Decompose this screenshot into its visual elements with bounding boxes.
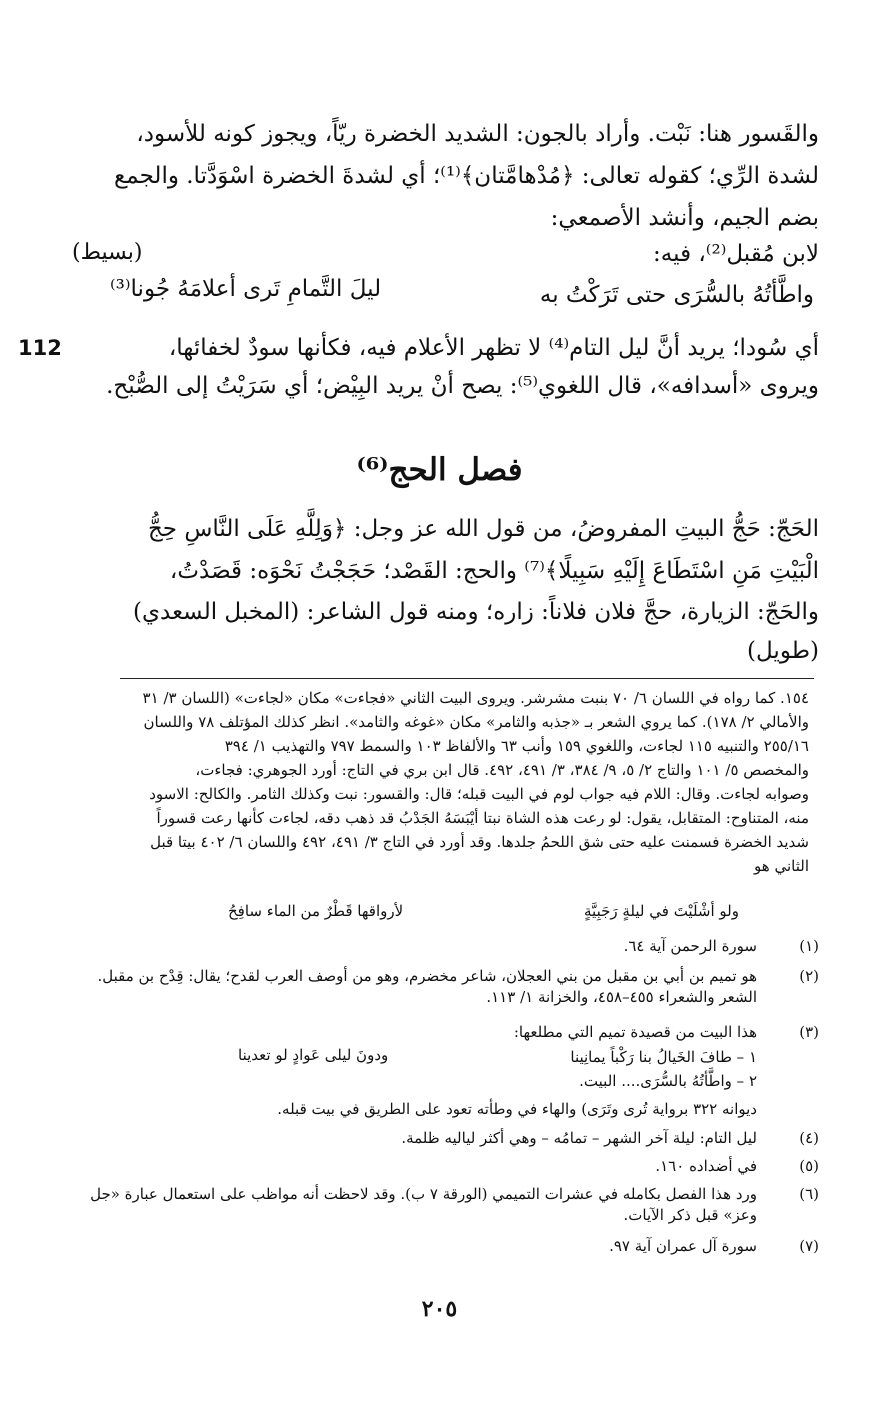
body-line-7: الحَجّ: حَجُّ البيتِ المفروضُ، من قول الله عز وجل: ﴿وَلِلَّهِ عَلَى النَّاسِ حِجُّ [147, 516, 819, 542]
footnote-quote-second: لأرواقها قَطْرٌ من الماء سافِحُ [228, 902, 404, 920]
footnote-text: في أضداده ١٦٠. [655, 1157, 757, 1175]
page-number: ٢٠٥ [421, 1296, 458, 1322]
footnote-text: سورة آل عمران آية ٩٧. [609, 1237, 757, 1255]
verse-second-hemistich: ليلَ التَّمامِ تَرى أعلامَهُ جُونا⁽³⁾ [110, 276, 382, 302]
footnote-6 [59, 1184, 819, 1226]
footnote-intro-line-3: ٢٥٥/١٦ والتنبيه ١١٥ لجاءت، واللغوي ١٥٩ وأنب ٦٣ والألفاظ ١٠٣ والسمط ٧٩٧ والتهذيب ١/ ٣٩٤ [224, 737, 809, 755]
footnote-7 [59, 1236, 819, 1257]
meter-label: (بسيط) [72, 240, 143, 265]
verse-first-hemistich: واطَّأتُهُ بالسُّرَى حتى تَرَكْتُ به [539, 282, 814, 308]
body-line-3: بضم الجيم، وأنشد الأصمعي: [550, 205, 819, 231]
body-line-4: لابن مُقبل⁽²⁾، فيه: [653, 241, 819, 267]
footnote-1 [59, 936, 819, 957]
section-heading: فصل الحج⁽⁶⁾ [356, 452, 523, 488]
body-line-1: والقَسور هنا: نَبْت. وأراد بالجون: الشديد الخضرة ريّاً، ويجوز كونه للأسود، [136, 121, 819, 147]
body-line-10: (طويل) [747, 638, 819, 664]
footnote-text: هذا البيت من قصيدة تميم التي مطلعها: [513, 1023, 757, 1041]
footnote-number: (٢) [799, 967, 819, 985]
footnote-intro-line-4: والمخصص ٥/ ١٠١ والتاج ٢/ ٥، ٩/ ٣٨٤، ٣/ ٤٩١، ٤٩٢. قال ابن بري في التاج: أورد الجوهري: فجاءت، [195, 761, 809, 779]
footnote-intro-line-6: منه، المتناوح: المتقابل، يقول: لو رعت هذه الشاة نبتا أيْبَسَهُ الجَدْبُ قد ذهب دقه، لجاءت كأنها رعت قسوراً [156, 809, 809, 827]
footnote-text: وعز» قبل ذكر الآيات. [623, 1206, 757, 1224]
footnote-3-note: ديوانه ٣٢٢ برواية تُرى وتَرَى) والهاء في وطأته تعود على الطريق في بيت قبله. [277, 1100, 757, 1118]
footnote-quote-first: ولو أشْلَيْتَ في ليلةٍ رَجَبِيَّةٍ [584, 902, 739, 920]
margin-number: 112 [18, 336, 62, 360]
footnote-intro-line-1: ١٥٤. كما رواه في اللسان ٦/ ٧٠ بنبت مشرشر. ويروى البيت الثاني «فجاءت» مكان «لجاءت» (اللسان ٣/ ٣١ [142, 689, 809, 707]
footnote-number: (٦) [799, 1185, 819, 1203]
body-line-6: ويروى «أسدافه»، قال اللغوي⁽⁵⁾: يصح أنْ يريد البِيْض؛ أي سَرَيْتُ إلى الصُّبْح. [106, 373, 819, 399]
footnote-number: (١) [799, 937, 819, 955]
footnote-number: (٥) [799, 1157, 819, 1175]
footnote-text: ورد هذا الفصل بكامله في عشرات التميمي (الورقة ٧ ب). وقد لاحظت أنه مواظب على استعمال عبارة «جل [90, 1185, 757, 1203]
footnote-text: سورة الرحمن آية ٦٤. [623, 937, 757, 955]
footnote-5 [59, 1156, 819, 1177]
footnote-4 [59, 1128, 819, 1149]
footnote-3 [59, 1022, 819, 1043]
footnote-3-verse-1-second: ودونَ ليلى عَوادٍ لو تعدينا [238, 1046, 389, 1064]
footnote-3-verse-1-first: ١ – طافَ الخَيالُ بنا رَكْباً يمانِينا [570, 1048, 757, 1066]
footnote-number: (٧) [799, 1237, 819, 1255]
footnote-3-verse-2: ٢ – واطَّأتُهُ بالسُّرَى.... البيت. [579, 1072, 757, 1090]
body-line-5: أي سُودا؛ يريد أنَّ ليل التام⁽⁴⁾ لا تظهر الأعلام فيه، فكأنها سودٌ لخفائها، [168, 335, 819, 361]
footnote-text: هو تميم بن أبي بن مقبل من بني العجلان، شاعر مخضرم، وهو من أوصف العرب لقدح؛ يقال: قِدْح بن مقبل. [97, 967, 757, 985]
body-line-8: الْبَيْتِ مَنِ اسْتَطَاعَ إِلَيْهِ سَبِيلًا﴾⁽⁷⁾ والحج: القَصْد؛ حَجَجْتُ نَحْوَه: قَصَدْتُ، [169, 558, 819, 584]
body-line-9: والحَجّ: الزيارة، حجَّ فلان فلاناً: زاره؛ ومنه قول الشاعر: (المخبل السعدي) [133, 599, 819, 625]
footnote-rule [120, 678, 814, 679]
footnote-intro-line-5: وصوابه لجاءت. وقال: اللام فيه جواب لوم في البيت قبله؛ قال: والقسور: نبت وكذلك الثامر. والكالح: الاسود [149, 785, 809, 803]
footnote-intro-line-2: والأمالي ٢/ ١٧٨). كما يروي الشعر بـ «جذبه والثامر» مكان «غوغه والثامد». انظر كذلك المؤتلف ٧٨ واللسان [143, 713, 809, 731]
footnote-2 [59, 966, 819, 1008]
footnote-number: (٣) [799, 1023, 819, 1041]
footnote-text: ليل التام: ليلة آخر الشهر – تمامُه – وهي أكثر لياليه ظلمة. [401, 1129, 757, 1147]
footnote-number: (٤) [799, 1129, 819, 1147]
body-line-2: لشدة الرِّي؛ كقوله تعالى: ﴿مُدْهامَّتان﴾⁽¹⁾؛ أي لشدةَ الخضرة اسْوَدَّتا. والجمع [114, 163, 819, 189]
footnote-text: الشعر والشعراء ٤٥٥–٤٥٨، والخزانة ١/ ١١٣. [486, 988, 757, 1006]
footnote-intro-line-7: شديد الخضرة فسمنت عليه حتى شق اللحمُ جلدها. وقد أورد في التاج ٣/ ٤٩١، ٤٩٢ واللسان ٦/ ٤٠٢ بيتا قبل [150, 833, 809, 851]
footnote-intro-line-8: الثاني هو [754, 857, 809, 875]
